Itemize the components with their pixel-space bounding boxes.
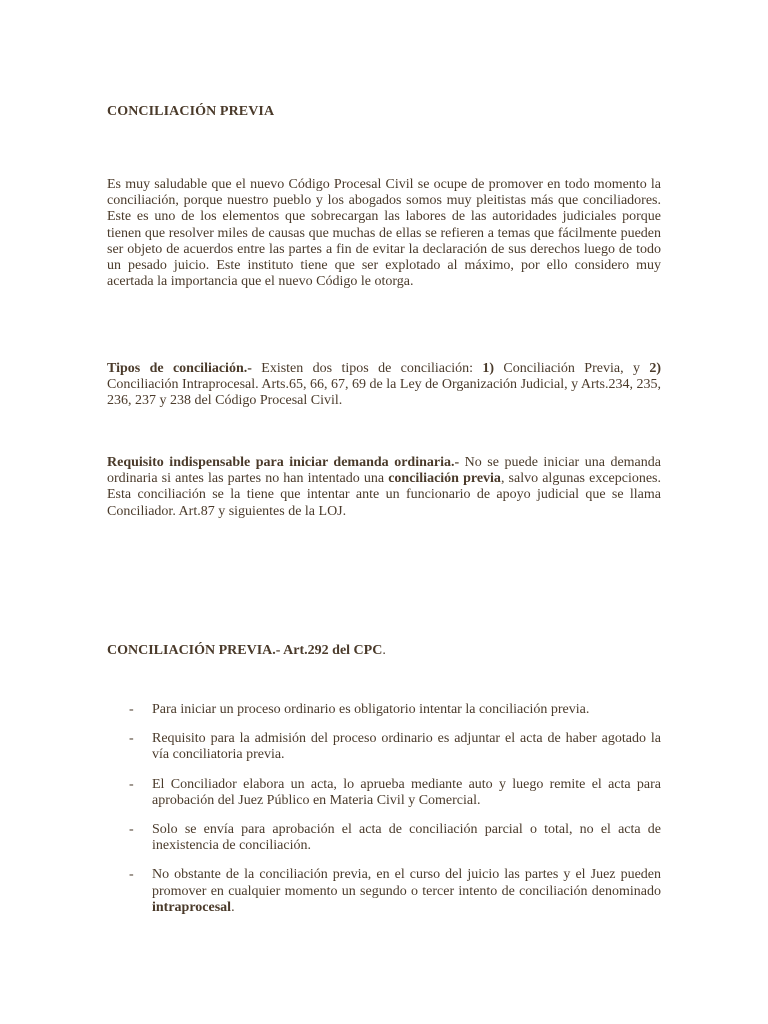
tipos-text-c: Conciliación Intraprocesal. Arts.65, 66, 67, 69 de la Ley de Organización Judicial, y Arts.234, 235, 236, 237 y 238 del Código Procesal Civil.: [107, 377, 661, 409]
list-item-text: Solo se envía para aprobación el acta de conciliación parcial o total, no el acta de inexistencia de conciliación.: [152, 822, 661, 854]
bullet-dash: -: [129, 731, 134, 747]
tipos-paragraph: [107, 361, 661, 410]
requisito-bold: conciliación previa: [388, 471, 501, 487]
list-item-text: Para iniciar un proceso ordinario es obligatorio intentar la conciliación previa.: [152, 702, 590, 717]
list-item-text-b: .: [231, 899, 235, 915]
requisito-text-b: , salvo algunas excepciones. Esta conciliación se la tiene que intentar ante un funcionario de apoyo judicial que se llama Conciliador. Art.87 y siguientes de la LOJ.: [107, 471, 662, 519]
bullet-dash: -: [129, 867, 134, 883]
section-heading: [107, 643, 386, 659]
bullet-dash: -: [129, 702, 134, 717]
list-item-text-a: No obstante de la conciliación previa, en el curso del juicio las partes y el Juez pueden promover en cualquier momento un segundo o tercer intento de conciliación denominado: [152, 867, 661, 899]
tipos-text-a: Existen dos tipos de conciliación:: [251, 361, 483, 376]
list-item: [129, 867, 661, 916]
list-item-text: El Conciliador elabora un acta, lo aprueba mediante auto y luego remite el acta para aprobación del Juez Público en Materia Civil y Comercial.: [152, 776, 661, 808]
list-item-bold: intraprocesal: [152, 899, 232, 915]
bullet-list: [129, 702, 661, 916]
tipos-text-b: Conciliación Previa, y: [494, 361, 650, 376]
list-item: [129, 731, 661, 763]
tipos-num1: 1): [482, 361, 495, 376]
tipos-num2: 2): [649, 361, 661, 376]
page-title: CONCILIACIÓN PREVIA: [107, 104, 275, 119]
list-item-text: [152, 867, 661, 916]
list-item: [129, 777, 661, 809]
tipos-label: Tipos de conciliación.-: [107, 361, 252, 376]
bullet-dash: -: [129, 822, 134, 838]
bullet-dash: -: [129, 776, 134, 792]
intro-paragraph: Es muy saludable que el nuevo Código Procesal Civil se ocupe de promover en todo momento la conciliación, porque nuestro pueblo y los abogados somos muy pleitistas más que conciliadores. Este es uno de los elementos que sobrecargan las labores de las autoridades judiciales porque tienen que resolver miles de causas que muchas de ellas se refieren a temas que fácilmente pueden ser objeto de acuerdos entre las partes a fin de evitar la declaración de sus derechos luego de todo un pesado juicio. Este instituto tiene que ser explotado al máximo, por ello considero muy acertada la importancia que el nuevo Código le otorga.: [107, 177, 661, 290]
section-heading-text: CONCILIACIÓN PREVIA.- Art.292 del CPC: [107, 643, 383, 658]
section-heading-tail: .: [382, 643, 386, 658]
list-item-text: Requisito para la admisión del proceso ordinario es adjuntar el acta de haber agotado la vía conciliatoria previa.: [152, 731, 661, 763]
list-item: [129, 702, 661, 718]
requisito-label: Requisito indispensable para iniciar demanda ordinaria.-: [107, 455, 460, 470]
requisito-paragraph: [107, 455, 661, 520]
list-item: [129, 822, 661, 854]
requisito-text-a: No se puede iniciar una demanda ordinaria si antes las partes no han intentado una: [107, 455, 661, 487]
